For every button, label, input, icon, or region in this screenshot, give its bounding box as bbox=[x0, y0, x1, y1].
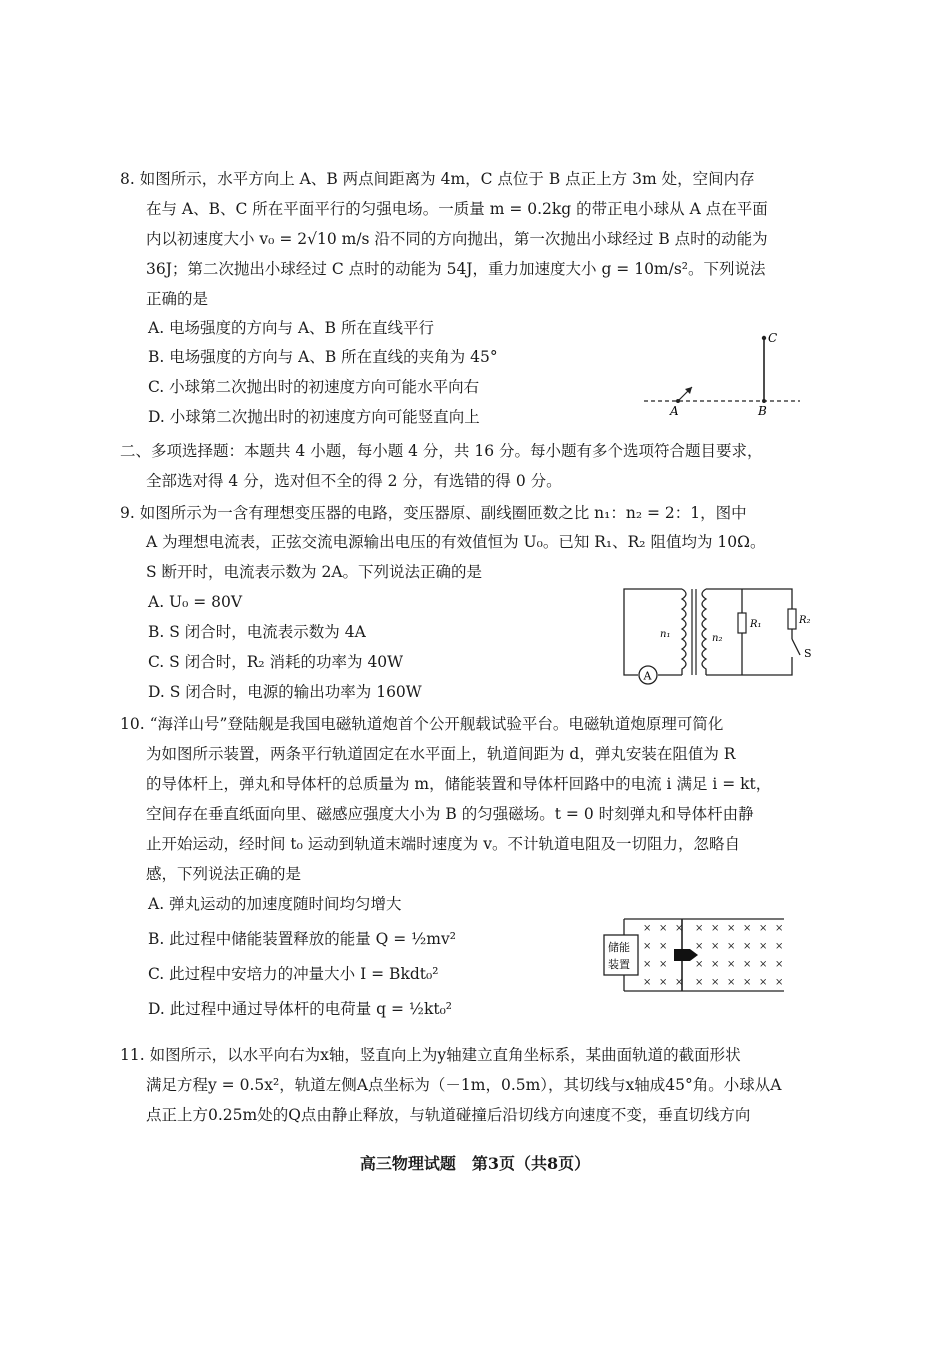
field-x-mark: × bbox=[711, 923, 720, 934]
field-x-mark: × bbox=[643, 977, 652, 988]
q11-line-3: 点正上方0.25m处的Q点由静止释放，与轨道碰撞后沿切线方向速度不变，垂直切线方向 bbox=[146, 1106, 751, 1124]
ammeter-label: A bbox=[643, 669, 652, 683]
q9-option-c: C. S 闭合时，R₂ 消耗的功率为 40W bbox=[148, 653, 404, 671]
field-x-mark: × bbox=[659, 941, 668, 952]
field-x-mark: × bbox=[727, 923, 736, 934]
field-x-mark: × bbox=[775, 977, 784, 988]
r1-label: R₁ bbox=[750, 619, 762, 630]
q10-line-6: 感，下列说法正确的是 bbox=[146, 865, 302, 883]
field-x-mark: × bbox=[659, 923, 668, 934]
q10-line-5: 止开始运动，经时间 t₀ 运动到轨道末端时速度为 v。不计轨道电阻及一切阻力，忽略自 bbox=[146, 835, 740, 853]
secondary-coil bbox=[702, 589, 706, 675]
q8-option-a: A. 电场强度的方向与 A、B 所在直线平行 bbox=[148, 319, 434, 337]
q9-line-3: S 断开时，电流表示数为 2A。下列说法正确的是 bbox=[146, 563, 483, 581]
label-c: C bbox=[768, 331, 778, 345]
field-x-mark: × bbox=[743, 941, 752, 952]
field-x-mark: × bbox=[759, 959, 768, 970]
n2-label: n₂ bbox=[712, 633, 723, 644]
q11-line-1: 11. 如图所示，以水平向右为x轴，竖直向上为y轴建立直角坐标系，某曲面轨道的截面形状 bbox=[120, 1046, 741, 1064]
q8-line-3: 内以初速度大小 v₀ = 2√10 m/s 沿不同的方向抛出，第一次抛出小球经过 B 点时的动能为 bbox=[146, 230, 768, 248]
field-x-mark: × bbox=[675, 977, 684, 988]
field-x-mark: × bbox=[743, 959, 752, 970]
section2-line-1: 二、多项选择题：本题共 4 小题，每小题 4 分，共 16 分。每小题有多个选项符合题目要求， bbox=[120, 442, 763, 460]
label-b: B bbox=[758, 404, 767, 418]
q8-line-4: 36J；第二次抛出小球经过 C 点时的动能为 54J，重力加速度大小 g = 10m/s²。下列说法 bbox=[146, 260, 766, 278]
q8-option-b: B. 电场强度的方向与 A、B 所在直线的夹角为 45° bbox=[148, 348, 498, 366]
page-footer: 高三物理试题 第3页（共8页） bbox=[359, 1154, 591, 1173]
magnetic-field-marks bbox=[643, 923, 783, 988]
q10-line-3: 的导体杆上，弹丸和导体杆的总质量为 m，储能装置和导体杆回路中的电流 i 满足 i = kt， bbox=[146, 775, 772, 793]
q10-option-b: B. 此过程中储能装置释放的能量 Q = ½mv² bbox=[148, 930, 456, 948]
field-x-mark: × bbox=[775, 923, 784, 934]
switch-s bbox=[792, 639, 800, 655]
field-x-mark: × bbox=[775, 941, 784, 952]
q11-line-2: 满足方程y = 0.5x²，轨道左侧A点坐标为（－1m，0.5m），其切线与x轴成45°角。小球从A bbox=[146, 1076, 782, 1094]
q10-option-c: C. 此过程中安培力的冲量大小 I = Bkdt₀² bbox=[148, 965, 439, 983]
resistor-r2 bbox=[788, 609, 796, 629]
point-c bbox=[762, 336, 766, 340]
field-x-mark: × bbox=[643, 941, 652, 952]
q9-option-a: A. U₀ = 80V bbox=[148, 593, 243, 611]
point-b bbox=[762, 399, 766, 403]
field-x-mark: × bbox=[727, 977, 736, 988]
field-x-mark: × bbox=[727, 959, 736, 970]
field-x-mark: × bbox=[727, 941, 736, 952]
r2-label: R₂ bbox=[799, 615, 811, 626]
q10-line-2: 为如图所示装置，两条平行轨道固定在水平面上，轨道间距为 d，弹丸安装在阻值为 R bbox=[146, 745, 736, 763]
primary-coil bbox=[682, 589, 686, 675]
q8-option-c: C. 小球第二次抛出时的初速度方向可能水平向右 bbox=[148, 378, 480, 396]
q10-line-1: 10. “海洋山号”登陆舰是我国电磁轨道炮首个公开舰载试验平台。电磁轨道炮原理可简化 bbox=[120, 715, 724, 733]
q9-option-d: D. S 闭合时，电源的输出功率为 160W bbox=[148, 683, 422, 701]
field-x-mark: × bbox=[743, 977, 752, 988]
q9-line-1: 9. 如图所示为一含有理想变压器的电路，变压器原、副线圈匝数之比 n₁：n₂ = 2：1，图中 bbox=[120, 504, 747, 522]
field-x-mark: × bbox=[695, 959, 704, 970]
box-label-1: 储能 bbox=[608, 941, 630, 954]
field-x-mark: × bbox=[643, 923, 652, 934]
field-x-mark: × bbox=[675, 923, 684, 934]
q8-line-2: 在与 A、B、C 所在平面平行的匀强电场。一质量 m = 0.2kg 的带正电小球从 A 点在平面 bbox=[146, 200, 768, 218]
field-x-mark: × bbox=[711, 977, 720, 988]
field-x-mark: × bbox=[759, 941, 768, 952]
q10-option-d: D. 此过程中通过导体杆的电荷量 q = ½kt₀² bbox=[148, 1000, 452, 1018]
field-x-mark: × bbox=[659, 977, 668, 988]
q10-line-4: 空间存在垂直纸面向里、磁感应强度大小为 B 的匀强磁场。t = 0 时刻弹丸和导体杆由静 bbox=[146, 805, 754, 823]
q10-railgun-figure bbox=[600, 915, 790, 995]
field-x-mark: × bbox=[695, 941, 704, 952]
label-a: A bbox=[670, 404, 679, 418]
n1-label: n₁ bbox=[660, 629, 671, 640]
field-x-mark: × bbox=[695, 977, 704, 988]
field-x-mark: × bbox=[743, 923, 752, 934]
field-x-mark: × bbox=[775, 959, 784, 970]
q9-circuit-figure bbox=[620, 585, 820, 695]
field-x-mark: × bbox=[759, 977, 768, 988]
section2-line-2: 全部选对得 4 分，选对但不全的得 2 分，有选错的得 0 分。 bbox=[146, 472, 562, 490]
q9-line-2: A 为理想电流表，正弦交流电源输出电压的有效值恒为 U₀。已知 R₁、R₂ 阻值均为 10Ω。 bbox=[146, 533, 766, 551]
field-x-mark: × bbox=[711, 959, 720, 970]
field-x-mark: × bbox=[659, 959, 668, 970]
q8-line-1: 8. 如图所示，水平方向上 A、B 两点间距离为 4m，C 点位于 B 点正上方 3m 处，空间内存 bbox=[120, 170, 755, 188]
q10-option-a: A. 弹丸运动的加速度随时间均匀增大 bbox=[148, 895, 402, 913]
box-label-2: 装置 bbox=[608, 958, 630, 971]
field-x-mark: × bbox=[759, 923, 768, 934]
field-x-mark: × bbox=[695, 923, 704, 934]
switch-label: S bbox=[804, 647, 812, 660]
resistor-r1 bbox=[738, 613, 746, 633]
q9-option-b: B. S 闭合时，电流表示数为 4A bbox=[148, 623, 366, 641]
field-x-mark: × bbox=[711, 941, 720, 952]
field-x-mark: × bbox=[643, 959, 652, 970]
q8-option-d: D. 小球第二次抛出时的初速度方向可能竖直向上 bbox=[148, 408, 480, 426]
q8-line-5: 正确的是 bbox=[146, 290, 209, 308]
q8-figure bbox=[640, 328, 810, 418]
